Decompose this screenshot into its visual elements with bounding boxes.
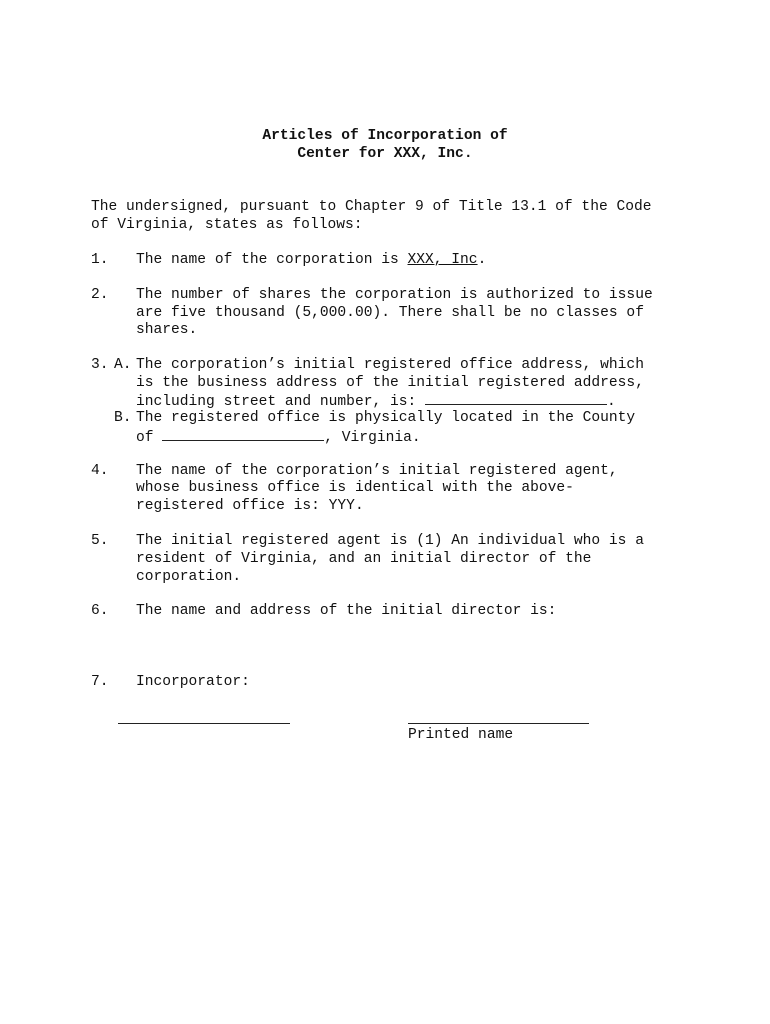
- item-1-number: 1.: [91, 252, 109, 268]
- item-4-number: 4.: [91, 463, 109, 479]
- item-1-text: [136, 252, 486, 270]
- corporation-name: XXX, Inc: [407, 252, 478, 268]
- document-title: Articles of Incorporation of: [262, 128, 508, 144]
- item-3a-line-3-end: .: [607, 394, 616, 410]
- item-3a-line-2: is the business address of the initial registered address,: [136, 375, 644, 391]
- item-2-line-1: The number of shares the corporation is authorized to issue: [136, 287, 653, 303]
- item-5-line-3: corporation.: [136, 569, 242, 585]
- item-3b-line-1: The registered office is physically located in the County: [136, 410, 636, 426]
- item-2-line-3: shares.: [136, 322, 198, 338]
- item-1-suffix: .: [477, 252, 487, 268]
- printed-name-label: Printed name: [408, 727, 514, 743]
- item-3a-line-1: The corporation’s initial registered office address, which: [136, 357, 644, 373]
- item-7-number: 7.: [91, 674, 109, 690]
- item-3b-line-2: [136, 428, 421, 448]
- county-blank: [162, 428, 324, 441]
- item-4-line-2: whose business office is identical with the above-: [136, 480, 574, 496]
- item-3b-line-2-start: of: [136, 430, 163, 446]
- item-4-line-1: The name of the corporation’s initial registered agent,: [136, 463, 618, 479]
- item-2-number: 2.: [91, 287, 109, 303]
- item-3a-line-3-text: including street and number, is:: [136, 394, 426, 410]
- item-1-prefix: The name of the corporation is: [136, 252, 408, 268]
- item-7-line-1: Incorporator:: [136, 674, 250, 690]
- document-subtitle: Center for XXX, Inc.: [297, 146, 473, 162]
- item-6-line-1: The name and address of the initial director is:: [136, 603, 557, 619]
- item-2-line-2: are five thousand (5,000.00). There shall be no classes of: [136, 305, 644, 321]
- item-3-number: 3.: [91, 357, 109, 373]
- item-6-number: 6.: [91, 603, 109, 619]
- office-address-blank: [425, 392, 607, 405]
- item-3a-label: A.: [114, 357, 132, 373]
- intro-line-2: of Virginia, states as follows:: [91, 217, 363, 233]
- item-5-number: 5.: [91, 533, 109, 549]
- item-4-line-3: registered office is: YYY.: [136, 498, 364, 514]
- item-5-line-2: resident of Virginia, and an initial director of the: [136, 551, 592, 567]
- item-3b-line-2-end: , Virginia.: [324, 430, 421, 446]
- intro-line-1: The undersigned, pursuant to Chapter 9 of Title 13.1 of the Code: [91, 199, 652, 215]
- item-5-line-1: The initial registered agent is (1) An individual who is a: [136, 533, 644, 549]
- item-3b-label: B.: [114, 410, 132, 426]
- printed-name-line: [408, 723, 589, 724]
- item-3a-line-3: [136, 392, 616, 412]
- signature-line: [118, 723, 290, 724]
